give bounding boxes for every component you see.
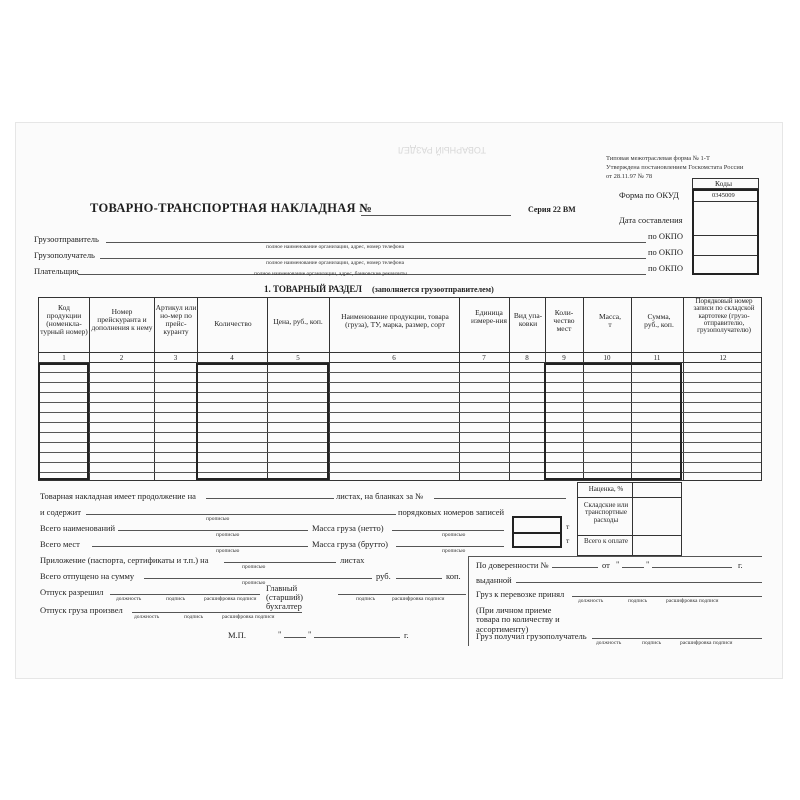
chief-accountant-label: Главный (старший) бухгалтер xyxy=(266,583,303,611)
kop-field[interactable] xyxy=(396,578,442,579)
col-num-6: 6 xyxy=(392,354,396,362)
okud-label: Форма по ОКУД xyxy=(619,190,679,200)
proxy-number-field[interactable] xyxy=(552,567,598,568)
date-label: Дата составления xyxy=(619,215,683,225)
accepted-sign-hint: подпись xyxy=(628,598,648,604)
receiver-field[interactable] xyxy=(100,258,646,259)
code-column-frame[interactable] xyxy=(38,363,89,480)
warehouse-charges-label: Складские или транспортные расходы xyxy=(583,501,629,524)
release-allowed-field[interactable] xyxy=(110,594,260,595)
col-num-8: 8 xyxy=(525,354,529,362)
accountant-sign-hint: подпись xyxy=(356,596,376,602)
stamp-label: М.П. xyxy=(228,630,246,640)
places-mass-sum-frame[interactable] xyxy=(544,363,682,480)
continuation-sheets-field[interactable] xyxy=(206,498,334,499)
col-header-4: Количество xyxy=(214,319,252,328)
series-label: Серия 22 ВМ xyxy=(528,205,576,214)
contains-field[interactable] xyxy=(86,514,396,515)
release-decode-hint: расшифровка подписи xyxy=(204,596,257,602)
proxy-label: По доверенности № xyxy=(476,560,549,570)
issued-field[interactable] xyxy=(516,582,762,583)
payer-hint: полное наименование организации, адрес, банковские реквизиты xyxy=(254,271,407,277)
document-title: ТОВАРНО-ТРАНСПОРТНАЯ НАКЛАДНАЯ № xyxy=(90,201,373,215)
continuation-label: Товарная накладная имеет продолжение на xyxy=(40,491,196,501)
personal-receipt-note: (При личном приеме товара по количеству и ассортименту) xyxy=(476,605,560,634)
total-names-field[interactable] xyxy=(118,530,308,531)
accepted-position-hint: должность xyxy=(578,598,604,604)
release-allowed-label: Отпуск разрешил xyxy=(40,587,104,597)
continuation-mid-label: листах, на бланках за № xyxy=(336,491,424,501)
stamp-day-field[interactable] xyxy=(284,637,306,638)
number-line[interactable] xyxy=(361,215,511,216)
mass-net-unit: т xyxy=(566,522,570,531)
total-sum-hint: прописью xyxy=(242,580,266,586)
total-sum-label: Всего отпущено на сумму xyxy=(40,571,135,581)
col-header-1: Код продукции (номенкла-турный номер) xyxy=(40,303,88,336)
markup-label: Наценка, % xyxy=(588,485,624,493)
col-header-6: Наименование продукции, товара (груза), ТУ, марка, размер, сорт xyxy=(341,312,449,329)
issued-label: выданной xyxy=(476,575,512,585)
released-decode-hint: расшифровка подписи xyxy=(222,614,275,620)
attachment-label: Приложение (паспорта, сертификаты и т.п.) на xyxy=(40,555,209,565)
received-position-hint: должность xyxy=(596,640,622,646)
proxy-quote-close: " xyxy=(646,559,650,569)
lower-divider xyxy=(468,556,469,646)
col-num-1: 1 xyxy=(62,354,66,362)
release-sign-hint: подпись xyxy=(166,596,186,602)
payer-label: Плательщик xyxy=(34,266,79,276)
okpo-label-3: по ОКПО xyxy=(648,263,684,273)
col-num-12: 12 xyxy=(719,354,727,362)
received-label: Груз получил грузополучатель xyxy=(476,631,587,641)
mass-gross-hint: прописью xyxy=(442,548,466,554)
proxy-from-label: от xyxy=(602,560,610,570)
total-names-hint: прописью xyxy=(216,532,240,538)
receiver-label: Грузополучатель xyxy=(34,250,95,260)
bleed-through-text: ТОВАРНЫЙ РАЗДЕЛ xyxy=(398,145,486,155)
total-sum-field[interactable] xyxy=(144,578,372,579)
form-date-line: от 28.11.97 № 78 xyxy=(606,173,653,180)
mass-net-field[interactable] xyxy=(392,530,504,531)
attachment-field[interactable] xyxy=(224,562,336,563)
attachment-sheets-label: листах xyxy=(340,555,365,565)
col-header-9: Коли-чество мест xyxy=(553,308,575,333)
accepted-label: Груз к перевозке принял xyxy=(476,589,565,599)
stamp-year-label: г. xyxy=(404,630,409,640)
col-num-11: 11 xyxy=(653,354,661,362)
col-num-7: 7 xyxy=(482,354,486,362)
rub-label: руб. xyxy=(376,571,391,581)
col-header-5: Цена, руб., коп. xyxy=(273,317,323,326)
col-num-5: 5 xyxy=(296,354,300,362)
col-header-12: Порядковый номер записи по складской картотеке (грузо-отправителю, грузополучателю) xyxy=(693,297,755,335)
released-position-hint: должность xyxy=(134,614,160,620)
continuation-forms-field[interactable] xyxy=(434,498,566,499)
lower-right-top-border xyxy=(468,556,762,557)
released-by-label: Отпуск груза произвел xyxy=(40,605,123,615)
released-sign-hint: подпись xyxy=(184,614,204,620)
stamp-month-field[interactable] xyxy=(314,637,400,638)
col-num-10: 10 xyxy=(603,354,611,362)
col-header-3: Артикул или но-мер по прейс-куранту xyxy=(155,303,197,336)
total-pay-label: Всего к оплате xyxy=(584,537,628,545)
form-approved-line: Утверждена постановлением Госкомстата России xyxy=(606,164,744,171)
okpo-label-1: по ОКПО xyxy=(648,231,684,241)
col-num-9: 9 xyxy=(562,354,566,362)
released-by-field[interactable] xyxy=(132,612,302,613)
qty-price-frame[interactable] xyxy=(196,363,329,480)
sender-hint: полное наименование организации, адрес, номер телефона xyxy=(266,244,405,250)
total-places-field[interactable] xyxy=(92,546,308,547)
mass-box[interactable] xyxy=(512,516,562,548)
okpo-label-2: по ОКПО xyxy=(648,247,684,257)
records-label: порядковых номеров записей xyxy=(398,507,505,517)
proxy-month-field[interactable] xyxy=(652,567,732,568)
col-header-11: Сумма, руб., коп. xyxy=(644,312,674,329)
col-num-3: 3 xyxy=(173,354,178,362)
received-sign-hint: подпись xyxy=(642,640,662,646)
mass-net-label: Масса груза (нетто) xyxy=(312,523,384,533)
codes-box xyxy=(692,189,759,275)
codes-header: Коды xyxy=(715,179,733,188)
date-quote-close: " xyxy=(308,629,312,639)
mass-gross-field[interactable] xyxy=(396,546,504,547)
total-places-hint: прописью xyxy=(216,548,240,554)
waybill-sheet xyxy=(16,123,782,678)
contains-hint: прописью xyxy=(206,516,230,522)
total-places-label: Всего мест xyxy=(40,539,80,549)
mass-gross-label: Масса груза (брутто) xyxy=(312,539,388,549)
accepted-decode-hint: расшифровка подписи xyxy=(666,598,719,604)
proxy-year-label: г. xyxy=(738,560,743,570)
sender-field[interactable] xyxy=(106,242,646,243)
accepted-field[interactable] xyxy=(572,596,762,597)
sender-label: Грузоотправитель xyxy=(34,234,99,244)
col-header-2: Номер прейскуранта и дополнения к нему xyxy=(91,307,153,332)
col-num-4: 4 xyxy=(230,354,234,362)
okud-code: 0345009 xyxy=(712,192,735,199)
attachment-hint: прописью xyxy=(242,564,266,570)
section-title: 1. ТОВАРНЫЙ РАЗДЕЛ xyxy=(264,284,363,294)
codes-header-cell xyxy=(692,178,759,189)
proxy-day-field[interactable] xyxy=(622,567,644,568)
col-header-8: Вид упа-ковки xyxy=(513,311,543,328)
col-header-7: Единица измере-ния xyxy=(471,308,507,325)
received-decode-hint: расшифровка подписи xyxy=(680,640,733,646)
received-field[interactable] xyxy=(592,638,762,639)
form-type-line: Типовая межотраслевая форма № 1-Т xyxy=(606,155,710,162)
col-num-2: 2 xyxy=(119,354,124,362)
proxy-quote-open: " xyxy=(616,559,620,569)
kop-label: коп. xyxy=(446,571,461,581)
total-names-label: Всего наименований xyxy=(40,523,116,533)
charges-box xyxy=(577,482,682,556)
mass-net-hint: прописью xyxy=(442,532,466,538)
date-quote-open: " xyxy=(278,629,282,639)
chief-accountant-field[interactable] xyxy=(338,594,466,595)
col-header-10: Масса, т xyxy=(599,312,621,329)
release-position-hint: должность xyxy=(116,596,142,602)
accountant-decode-hint: расшифровка подписи xyxy=(392,596,445,602)
section-subtitle: (заполняется грузоотправителем) xyxy=(372,285,494,294)
receiver-hint: полное наименование организации, адрес, номер телефона xyxy=(266,260,405,266)
contains-label: и содержит xyxy=(40,507,81,517)
mass-gross-unit: т xyxy=(566,536,570,545)
